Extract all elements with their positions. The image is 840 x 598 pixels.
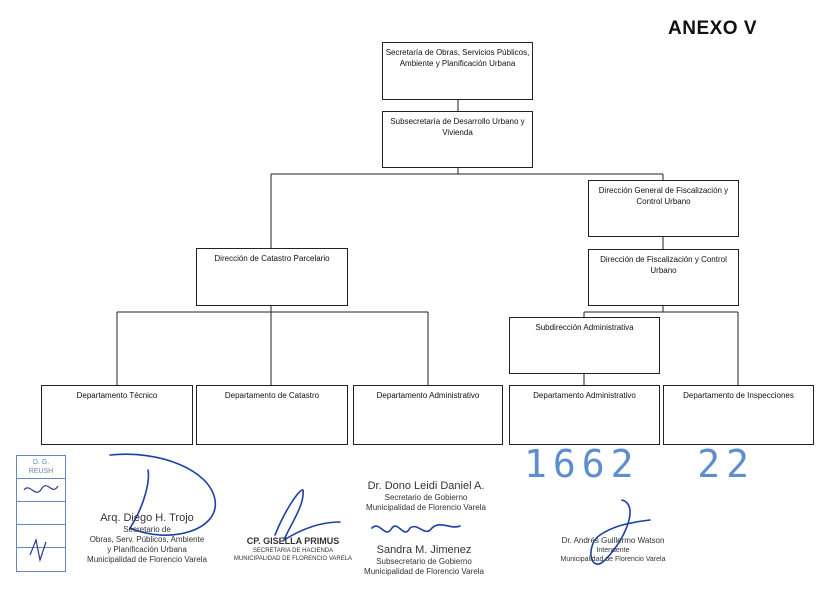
box-dir-catastro-label: Dirección de Catastro Parcelario <box>214 254 330 263</box>
signer-name-primus: CP. GISELLA PRIMUS <box>246 536 340 546</box>
signer-title-watson-2: Municipalidad de Florencio Varela <box>560 556 666 563</box>
signature-block-primus <box>228 536 358 563</box>
box-dep-administrativo-1-label: Departamento Administrativo <box>376 391 480 400</box>
signer-name-jimenez: Sandra M. Jimenez <box>376 544 472 556</box>
box-dir-fiscalizacion-label: Dirección de Fiscalización y Control Urbano <box>600 255 727 275</box>
signer-name-leidi: Dr. Dono Leidi Daniel A. <box>367 480 485 492</box>
signature-primus <box>275 490 340 540</box>
signature-block-leidi <box>362 480 490 513</box>
signature-block-watson <box>548 536 678 564</box>
box-dep-inspecciones-label: Departamento de Inspecciones <box>683 391 794 400</box>
signer-title-jimenez-1: Subsecretario de Gobierno <box>376 557 472 566</box>
box-dep-catastro-label: Departamento de Catastro <box>224 391 320 400</box>
signer-title-trojo-1: Secretario de <box>123 525 171 534</box>
signer-title-trojo-3: y Planificación Urbana <box>107 545 187 554</box>
signer-title-primus-2: MUNICIPALIDAD DE FLORENCIO VARELA <box>233 556 353 562</box>
signer-title-watson-1: Intendente <box>596 547 630 554</box>
stamp-text-2: REUSH <box>28 468 54 475</box>
stamp-scribble-1 <box>24 486 58 493</box>
signer-name-watson: Dr. Andrés Guillermo Watson <box>561 536 665 545</box>
stamp-scribble-2 <box>30 540 46 560</box>
signer-title-leidi-2: Municipalidad de Florencio Varela <box>366 503 486 512</box>
stamp-text-1: D. G. <box>32 459 50 466</box>
signer-title-primus-1: SECRETARIA DE HACIENDA <box>252 548 334 554</box>
stamped-number: 1662 22 <box>524 442 756 486</box>
box-secretaria-label: Secretaría de Obras, Servicios Públicos, Ambiente y Planificación Urbana <box>385 48 530 68</box>
box-dep-administrativo-2-label: Departamento Administrativo <box>533 391 636 400</box>
box-dep-tecnico-label: Departamento Técnico <box>76 391 158 400</box>
box-dir-general-fiscalizacion-label: Dirección General de Fiscalización y Control Urbano <box>598 186 729 206</box>
signer-title-trojo-4: Municipalidad de Florencio Varela <box>87 555 207 564</box>
box-subsecretaria-label: Subsecretaría de Desarrollo Urbano y Vivienda <box>390 117 525 137</box>
signer-title-jimenez-2: Municipalidad de Florencio Varela <box>364 567 484 576</box>
signer-title-leidi-1: Secretario de Gobierno <box>384 493 468 502</box>
signature-block-trojo <box>82 512 212 565</box>
signer-name-trojo: Arq. Diego H. Trojo <box>100 512 194 524</box>
box-subdir-administrativa-label: Subdirección Administrativa <box>535 323 634 332</box>
signature-jimenez <box>372 525 460 532</box>
signer-title-trojo-2: Obras, Serv. Públicos, Ambiente <box>89 535 205 544</box>
signature-block-jimenez <box>360 544 488 577</box>
document-title: ANEXO V <box>668 18 758 39</box>
